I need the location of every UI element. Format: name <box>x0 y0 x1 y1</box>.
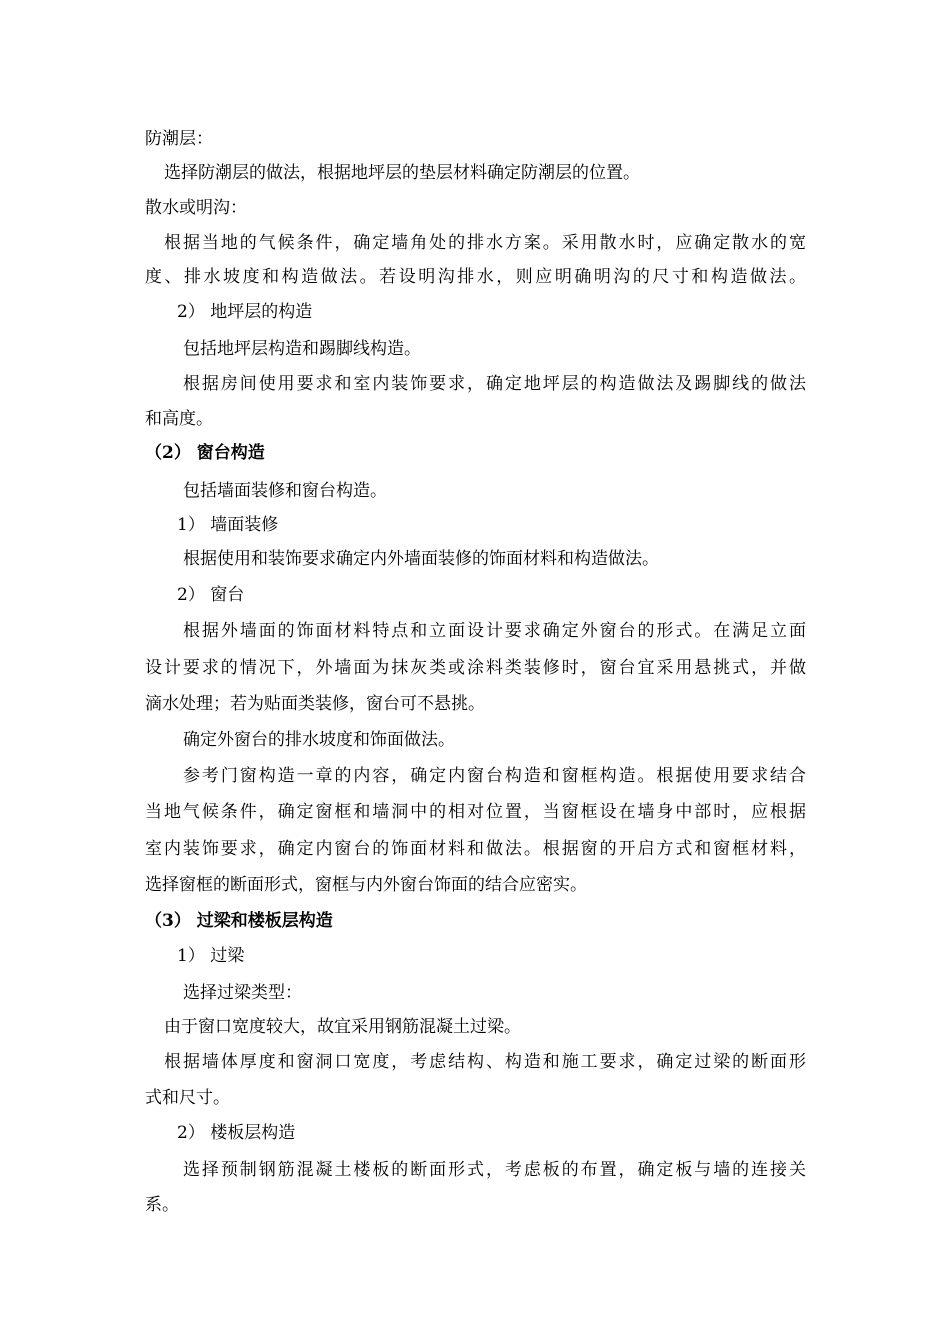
heading-damp-proof-course: 防潮层： <box>145 129 213 149</box>
subheading-floor-structure: 2） 地坪层的构造 <box>177 302 313 322</box>
section-heading-windowsill: （2） 窗台构造 <box>145 443 265 463</box>
subheading-wall-finish: 1） 墙面装修 <box>177 515 279 535</box>
paragraph-line: 根据当地的气候条件，确定墙角处的排水方案。采用散水时，应确定散水的宽 <box>164 233 806 253</box>
heading-apron-or-gutter: 散水或明沟： <box>145 198 247 218</box>
paragraph-line: 由于窗口宽度较大，故宜采用钢筋混凝土过梁。 <box>164 1017 521 1037</box>
paragraph-line: 和高度。 <box>145 409 213 429</box>
paragraph-line: 包括地坪层构造和踢脚线构造。 <box>183 339 421 359</box>
subheading-lintel: 1） 过梁 <box>177 946 245 966</box>
paragraph-line: 根据房间使用要求和室内装饰要求，确定地坪层的构造做法及踢脚线的做法 <box>183 374 806 394</box>
section-heading-lintel-and-floor-slab: （3） 过梁和楼板层构造 <box>145 911 333 931</box>
paragraph-line: 选择预制钢筋混凝土楼板的断面形式，考虑板的布置，确定板与墙的连接关 <box>183 1160 806 1180</box>
paragraph-line: 度、排水坡度和构造做法。若设明沟排水，则应明确明沟的尺寸和构造做法。 <box>145 267 806 287</box>
paragraph-line: 选择窗框的断面形式，窗框与内外窗台饰面的结合应密实。 <box>145 875 587 895</box>
paragraph-line: 选择过梁类型： <box>183 983 302 1003</box>
subheading-floor-slab: 2） 楼板层构造 <box>177 1123 296 1143</box>
paragraph-line: 根据使用和装饰要求确定内外墙面装修的饰面材料和构造做法。 <box>183 549 659 569</box>
paragraph-line: 系。 <box>145 1195 179 1215</box>
paragraph-line: 式和尺寸。 <box>145 1088 230 1108</box>
paragraph-line: 根据外墙面的饰面材料特点和立面设计要求确定外窗台的形式。在满足立面 <box>183 621 806 641</box>
paragraph-line: 包括墙面装修和窗台构造。 <box>183 481 387 501</box>
subheading-windowsill: 2） 窗台 <box>177 585 245 605</box>
paragraph-line: 滴水处理；若为贴面类装修，窗台可不悬挑。 <box>145 694 485 714</box>
paragraph-line: 参考门窗构造一章的内容，确定内窗台构造和窗框构造。根据使用要求结合 <box>183 766 806 786</box>
paragraph-line: 选择防潮层的做法，根据地坪层的垫层材料确定防潮层的位置。 <box>164 163 640 183</box>
paragraph-line: 当地气候条件，确定窗框和墙洞中的相对位置，当窗框设在墙身中部时，应根据 <box>145 802 806 822</box>
paragraph-line: 确定外窗台的排水坡度和饰面做法。 <box>183 730 455 750</box>
paragraph-line: 设计要求的情况下，外墙面为抹灰类或涂料类装修时，窗台宜采用悬挑式，并做 <box>145 658 806 678</box>
paragraph-line: 根据墙体厚度和窗洞口宽度，考虑结构、构造和施工要求，确定过梁的断面形 <box>164 1052 806 1072</box>
paragraph-line: 室内装饰要求，确定内窗台的饰面材料和做法。根据窗的开启方式和窗框材料， <box>145 839 806 859</box>
